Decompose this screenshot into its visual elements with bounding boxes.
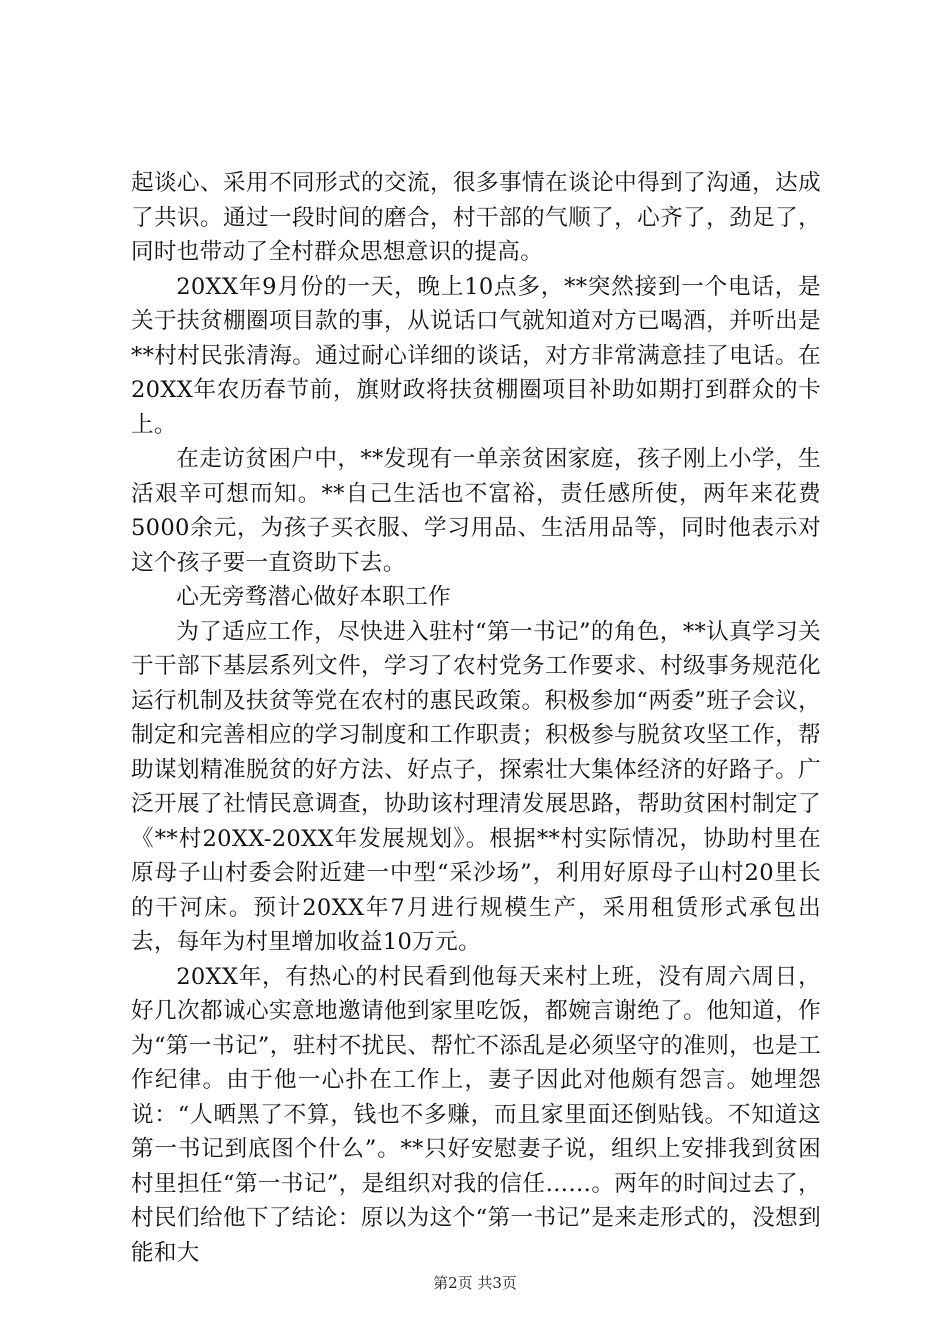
- paragraph-5: 20XX年，有热心的村民看到他每天来村上班，没有周六周日，好几次都诚心实意地邀请他到家里吃饭，都婉言谢绝了。他知道，作为“第一书记”，驻村不扰民、帮忙不添乱是必须坚守的准则，也是工作纪律。由于他一心扑在工作上，妻子因此对他颇有怨言。她埋怨说：“人晒黑了不算，钱也不多赚，而且家里面还倒贴钱。不知道这第一书记到底图个什么”。**只好安慰妻子说，组织上安排我到贫困村里担任“第一书记”，是组织对我的信任……。两年的时间过去了，村民们给他下了结论：原以为这个“第一书记”是来走形式的，没想到能和大: [131, 963, 821, 1266]
- paragraph-1: 起谈心、采用不同形式的交流，很多事情在谈论中得到了沟通，达成了共识。通过一段时间的磨合，村干部的气顺了，心齐了，劲足了，同时也带动了全村群众思想意识的提高。: [131, 170, 821, 265]
- paragraph-4: 为了适应工作，尽快进入驻村“第一书记”的角色，**认真学习关于干部下基层系列文件，学习了农村党务工作要求、村级事务规范化运行机制及扶贫等党在农村的惠民政策。积极参加“两委”班子会议，制定和完善相应的学习制度和工作职责；积极参与脱贫攻坚工作，帮助谋划精准脱贫的好方法、好点子，探索壮大集体经济的好路子。广泛开展了社情民意调查，协助该村理清发展思路，帮助贫困村制定了《**村20XX-20XX年发展规划》。根据**村实际情况，协助村里在原母子山村委会附近建一中型“采沙场”，利用好原母子山村20里长的干河床。预计20XX年7月进行规模生产，采用租赁形式承包出去，每年为村里增加收益10万元。: [131, 618, 821, 955]
- section-heading: 心无旁骛潜心做好本职工作: [176, 584, 451, 610]
- page-number-footer: 第2页 共3页: [433, 1274, 517, 1292]
- paragraph-2: 20XX年9月份的一天，晚上10点多，**突然接到一个电话，是关于扶贫棚圈项目款的事，从说话口气就知道对方已喝酒，并听出是**村村民张清海。通过耐心详细的谈话，对方非常满意挂了电话。在20XX年农历春节前，旗财政将扶贫棚圈项目补助如期打到群众的卡上。: [131, 273, 821, 438]
- paragraph-3: 在走访贫困户中，**发现有一单亲贫困家庭，孩子刚上小学，生活艰辛可想而知。**自己生活也不富裕，责任感所使，两年来花费5000余元，为孩子买衣服、学习用品、生活用品等，同时他表示对这个孩子要一直资助下去。: [131, 446, 821, 576]
- document-body: [131, 166, 821, 1270]
